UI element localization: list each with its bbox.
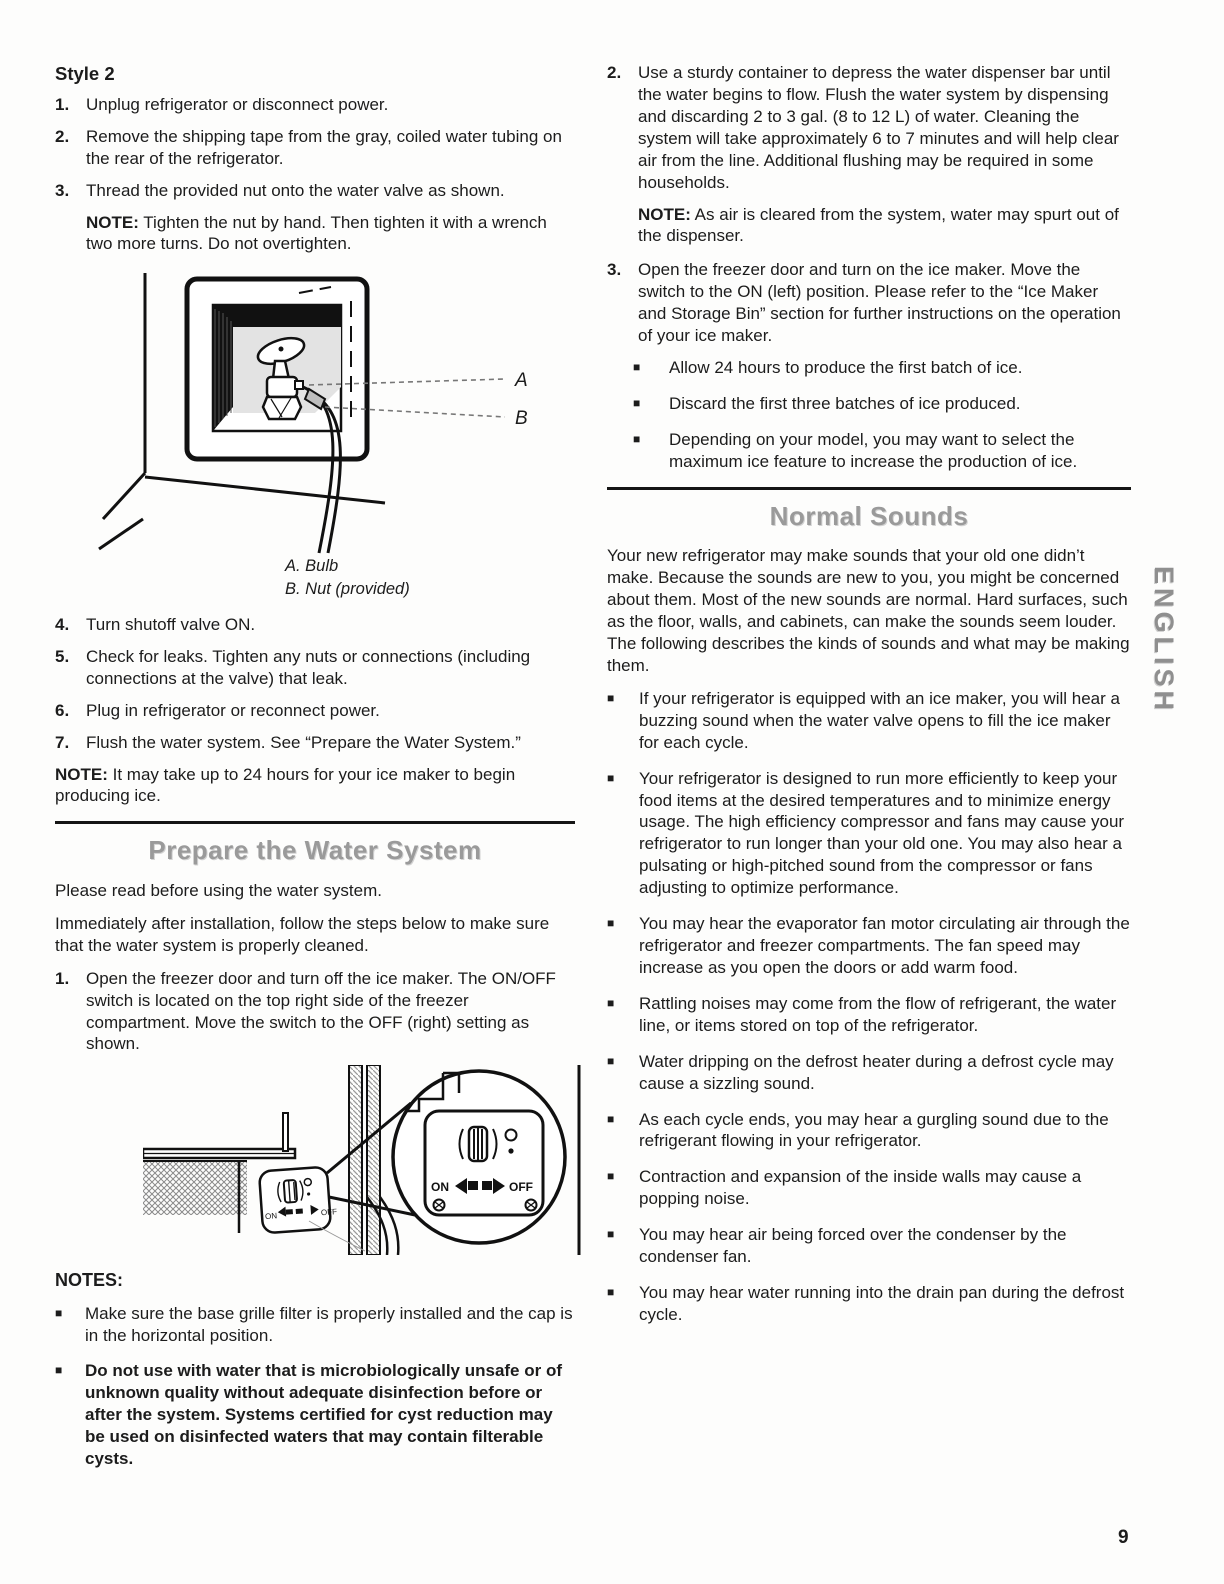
- bullet-text: You may hear air being forced over the condenser by the condenser fan.: [639, 1225, 1067, 1267]
- note-paragraph: [86, 212, 575, 256]
- list-item: [633, 429, 1131, 473]
- step-number: 7.: [55, 732, 70, 752]
- square-bullet-icon: ■: [607, 1227, 615, 1242]
- switch-off-label-small: OFF: [320, 1207, 338, 1218]
- square-bullet-icon: ■: [55, 1305, 63, 1320]
- list-item: [607, 688, 1131, 754]
- note-text: Tighten the nut by hand. Then tighten it with a wrench two more turns. Do not overtighten.: [86, 212, 547, 254]
- switch-off-label: OFF: [509, 1180, 533, 1195]
- bullet-text: You may hear the evaporator fan motor circulating air through the refrigerator and freezer compartments. The fan speed may increase as you open the doors or add warm food.: [639, 914, 1130, 977]
- page-number: 9: [1118, 1527, 1129, 1548]
- step-text: Thread the provided nut onto the water valve as shown.: [86, 180, 505, 200]
- list-item: [607, 259, 1131, 347]
- note-label: NOTE:: [55, 764, 108, 784]
- list-item: [633, 393, 1131, 415]
- step-text: Remove the shipping tape from the gray, coiled water tubing on the rear of the refrigerator.: [86, 126, 562, 168]
- list-item: [633, 357, 1131, 379]
- step-text: Open the freezer door and turn on the ice maker. Move the switch to the ON (left) position. Please refer to the “Ice Maker and Storage Bin” section for further instructions on the operation of your ice maker.: [638, 260, 1121, 346]
- step-text: Turn shutoff valve ON.: [86, 614, 256, 634]
- square-bullet-icon: ■: [607, 1053, 615, 1068]
- right-column: [607, 62, 1131, 1340]
- note-label: NOTE:: [86, 212, 139, 232]
- list-item: [607, 1282, 1131, 1326]
- list-item: [55, 614, 575, 636]
- note-text: As air is cleared from the system, water may spurt out of the dispenser.: [638, 204, 1119, 246]
- english-edge-label: ENGLISH: [1148, 566, 1179, 715]
- style2-steps-continued: [55, 614, 575, 754]
- square-bullet-icon: ■: [55, 1363, 63, 1378]
- list-item: [55, 1360, 575, 1470]
- bullet-text: If your refrigerator is equipped with an ice maker, you will hear a buzzing sound when the water valve opens to fill the ice maker for each cycle.: [639, 688, 1120, 752]
- square-bullet-icon: ■: [607, 1169, 615, 1184]
- list-item: [55, 126, 575, 170]
- list-item: [607, 768, 1131, 900]
- figure-label-a: A: [515, 370, 528, 392]
- step-number: 3.: [607, 260, 622, 280]
- list-item: [55, 94, 575, 116]
- list-item: [607, 1166, 1131, 1210]
- bullet-text: Rattling noises may come from the flow of refrigerant, the water line, or items stored on top of the refrigerator.: [639, 993, 1117, 1035]
- ice-maker-switch-figure: [143, 1065, 575, 1255]
- ice-maker-sub-bullets: [633, 357, 1131, 473]
- paragraph: Your new refrigerator may make sounds that your old one didn’t make. Because the sounds are new to you, you might be concerned about them. Most of the new sounds are normal. Hard surfaces, such as the floor, walls, and cabinets, can make the sounds seem louder. The following describes the kinds of sounds and what may be making them.: [607, 546, 1130, 675]
- bullet-text: Contraction and expansion of the inside walls may cause a popping noise.: [639, 1167, 1082, 1209]
- bullet-text: Depending on your model, you may want to select the maximum ice feature to increase the production of ice.: [669, 429, 1078, 471]
- section-divider: [55, 821, 575, 824]
- step-number: 1.: [55, 968, 70, 988]
- note-text: It may take up to 24 hours for your ice maker to begin producing ice.: [55, 764, 516, 806]
- list-item: [55, 700, 575, 722]
- square-bullet-icon: ■: [607, 995, 615, 1010]
- paragraph: Please read before using the water system.: [55, 880, 382, 900]
- step-text: Flush the water system. See “Prepare the Water System.”: [86, 732, 521, 752]
- bullet-text: Your refrigerator is designed to run more efficiently to keep your food items at the desired temperatures and to minimize energy usage. The high efficiency compressor and fans may cause your refrigerator to run longer than your old one. You may also hear a pulsating or high-pitched sound from the compressor or fans adjusting to optimize performance.: [639, 768, 1125, 898]
- bullet-text: Water dripping on the defrost heater during a defrost cycle may cause a sizzling sound.: [639, 1051, 1114, 1093]
- step-text: Check for leaks. Tighten any nuts or connections (including connections at the valve) that leak.: [86, 646, 531, 688]
- square-bullet-icon: ■: [633, 395, 641, 410]
- step-number: 6.: [55, 700, 70, 720]
- bullet-text: As each cycle ends, you may hear a gurgling sound due to the refrigerant flowing in your refrigerator.: [639, 1109, 1109, 1151]
- step-number: 3.: [55, 180, 70, 200]
- prepare-water-system-heading: Prepare the Water System: [148, 835, 482, 866]
- list-item: [55, 646, 575, 690]
- water-valve-figure: [85, 267, 575, 600]
- step-number: 2.: [55, 126, 70, 146]
- note-paragraph: [55, 764, 575, 808]
- note-label: NOTE:: [638, 204, 691, 224]
- section-divider: [607, 487, 1131, 490]
- switch-on-label: ON: [431, 1180, 449, 1195]
- step-number: 5.: [55, 646, 70, 666]
- step-text: Use a sturdy container to depress the water dispenser bar until the water begins to flow. Flush the water system by dispensing and discarding 2 to 3 gal. (8 to 12 L) of water. Cleaning the system will take approximately 6 to 7 minutes and will help clear air from the line. Additional flushing may be required in some households.: [638, 63, 1119, 192]
- list-item: [607, 1224, 1131, 1268]
- square-bullet-icon: ■: [607, 916, 615, 931]
- style2-heading: Style 2: [55, 63, 115, 84]
- note-item-text: Make sure the base grille filter is properly installed and the cap is in the horizontal position.: [85, 1303, 573, 1345]
- list-item: [55, 732, 575, 754]
- normal-sounds-heading: Normal Sounds: [769, 500, 969, 531]
- caption-line-a: A. Bulb: [285, 557, 339, 576]
- note-item-text: Do not use with water that is microbiologically unsafe or of unknown quality without adequate disinfection before or after the system. Systems certified for cyst reduction may be used on disinfected waters that may contain filterable cysts.: [85, 1361, 563, 1469]
- bullet-text: Allow 24 hours to produce the first batch of ice.: [669, 358, 1023, 378]
- prepare-steps: [55, 968, 575, 1056]
- notes-list: [55, 1303, 575, 1470]
- step-text: Plug in refrigerator or reconnect power.: [86, 700, 380, 720]
- list-item: [607, 993, 1131, 1037]
- square-bullet-icon: ■: [633, 431, 641, 446]
- switch-on-label-small: ON: [264, 1211, 278, 1222]
- caption-line-b: B. Nut (provided): [285, 579, 410, 598]
- ice-maker-steps: [607, 259, 1131, 347]
- list-item: [55, 180, 575, 202]
- bullet-text: You may hear water running into the drain pan during the defrost cycle.: [639, 1283, 1125, 1325]
- step-text: Unplug refrigerator or disconnect power.: [86, 94, 389, 114]
- notes-heading: NOTES:: [55, 1270, 124, 1291]
- list-item: [607, 1109, 1131, 1153]
- list-item: [607, 1051, 1131, 1095]
- sounds-list: [607, 688, 1131, 1326]
- square-bullet-icon: ■: [607, 1285, 615, 1300]
- figure-caption: [285, 555, 575, 600]
- list-item: [55, 1303, 575, 1347]
- flush-steps: [607, 62, 1131, 194]
- step-number: 2.: [607, 63, 622, 82]
- square-bullet-icon: ■: [607, 690, 615, 705]
- water-valve-illustration: [85, 267, 545, 557]
- paragraph: Immediately after installation, follow the steps below to make sure that the water system is properly cleaned.: [55, 913, 550, 955]
- list-item: [55, 968, 575, 1056]
- step-text: Open the freezer door and turn off the ice maker. The ON/OFF switch is located on the top right side of the freezer compartment. Move the switch to the OFF (right) setting as shown.: [86, 968, 556, 1054]
- step-number: 4.: [55, 614, 70, 634]
- list-item: [607, 62, 1131, 194]
- note-paragraph: [638, 204, 1131, 248]
- left-column: [55, 62, 575, 1484]
- bullet-text: Discard the first three batches of ice produced.: [669, 393, 1021, 413]
- style2-steps: [55, 94, 575, 202]
- step-number: 1.: [55, 94, 70, 114]
- ice-maker-switch-illustration: [143, 1065, 583, 1255]
- square-bullet-icon: ■: [607, 1111, 615, 1126]
- square-bullet-icon: ■: [607, 770, 615, 785]
- list-item: [607, 913, 1131, 979]
- square-bullet-icon: ■: [633, 360, 641, 375]
- figure-label-b: B: [515, 408, 528, 430]
